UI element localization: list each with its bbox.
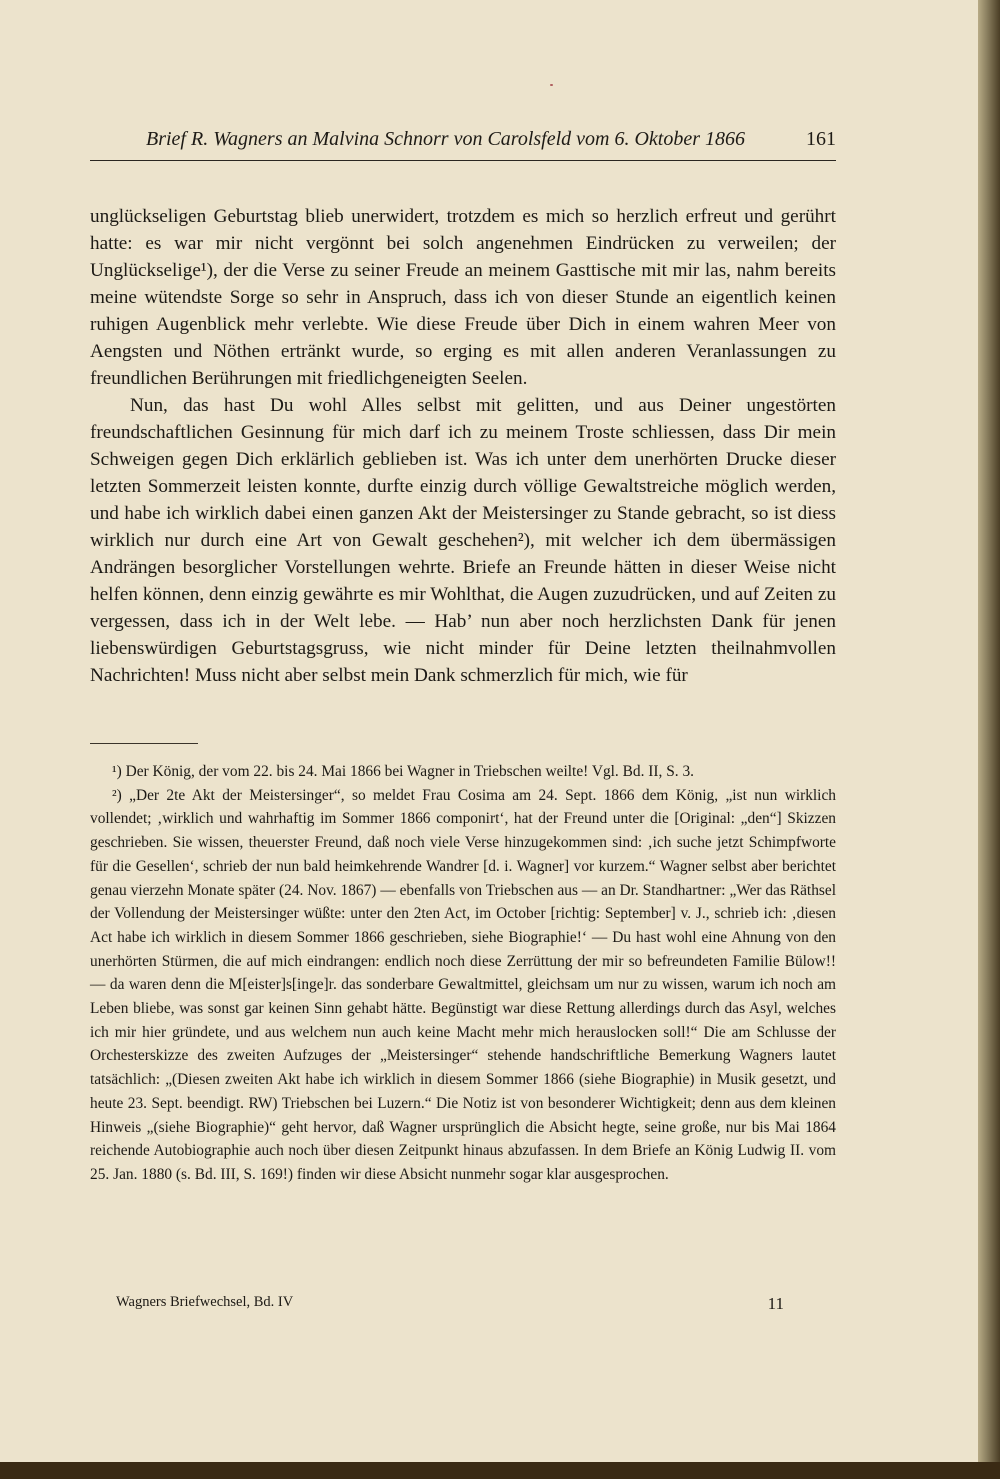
letter-body — [90, 203, 836, 689]
header-rule — [90, 160, 836, 161]
page-edge — [978, 0, 1000, 1479]
running-head-title: Brief R. Wagners an Malvina Schnorr von Carolsfeld vom 6. Oktober 1866 — [146, 128, 746, 150]
footnotes — [90, 760, 836, 1187]
body-paragraph: Nun, das hast Du wohl Alles selbst mit gelitten, und aus Deiner ungestörten freundschaftlichen Gesinnung für mich darf ich zu meinem Troste schliessen, dass Dir mein Schweigen gegen Dich erklärlich geblieben ist. Was ich unter dem unerhörten Drucke dieser letzten Sommerzeit leisten konnte, durfte einzig durch völlige Gewaltstreiche möglich werden, und habe ich wirklich dabei einen ganzen Akt der Meistersinger zu Stande gebracht, so ist diess wirklich nur durch eine Art von Gewalt geschehen²), mit welcher ich dem übermässigen Andrängen besorglicher Vorstellungen wehrte. Briefe an Freunde hätten in dieser Weise nicht helfen können, denn einzig gewährte es mir Wohlthat, die Augen zuzudrücken, und auf Zeiten zu vergessen, dass ich in der Welt lebe. — Hab’ nun aber noch herzlichsten Dank für jenen liebenswürdigen Geburtstagsgruss, wie nicht minder für Deine letzten theilnahmvollen Nachrichten! Muss nicht aber selbst mein Dank schmerzlich für mich, wie für — [90, 395, 836, 686]
footer-source: Wagners Briefwechsel, Bd. IV — [116, 1294, 294, 1310]
ink-speck — [550, 84, 553, 86]
running-head — [90, 128, 836, 151]
bottom-edge — [0, 1462, 1000, 1479]
footnote: ¹) Der König, der vom 22. bis 24. Mai 1866 bei Wagner in Triebschen weilte! Vgl. Bd. II, S. 3. — [112, 763, 695, 780]
body-paragraph: unglückseligen Geburtstag blieb unerwidert, trotzdem es mich so herzlich erfreut und gerührt hatte: es war mir nicht vergönnt bei solch angenehmen Eindrücken zu verweilen; der Unglückselige¹), der die Verse zu seiner Freude an meinem Gasttische mit mir las, nahm bereits meine wütendste Sorge so sehr in Anspruch, dass ich von dieser Stunde an eigentlich keinen ruhigen Augenblick mehr verlebte. Wie diese Freude über Dich in einem wahren Meer von Aengsten und Nöthen ertränkt wurde, so erging es mit allen anderen Veranlassungen zu freundlichen Berührungen mit friedlichgeneigten Seelen. — [90, 206, 836, 389]
page-number: 161 — [806, 128, 836, 150]
footnote: ²) „Der 2te Akt der Meistersinger“, so meldet Frau Cosima am 24. Sept. 1866 dem König, „ist nun wirklich vollendet; ‚wirklich und wahrhaftig im Sommer 1866 componirt‘, hat der Freund unter die [Original: „den“] Skizzen geschrieben. Sie wissen, theuerster Freund, daß noch viele Verse hinzugekommen sind: ‚ich suche jetzt Schimpfworte für die Gesellen‘, schrieb der nun bald heimkehrende Wandrer [d. i. Wagner] vor kurzem.“ Wagner selbst aber berichtet genau vierzehn Monate später (24. Nov. 1867) — ebenfalls von Triebschen aus — an Dr. Standhartner: „Wer das Räthsel der Vollendung der Meistersinger wüßte: unter den 2ten Act, im October [richtig: September] v. J., schrieb ich: ‚diesen Act habe ich wirklich in diesem Sommer 1866 geschrieben, siehe Biographie!‘ — Du hast wohl eine Ahnung von den unerhörten Stürmen, die auf mich eindrangen: endlich noch diese Zerrüttung der mir so befreundeten Familie Bülow!! — da waren denn die M[eister]s[inge]r. das sonderbare Gewaltmittel, gleichsam um nur zu wissen, warum ich noch am Leben bliebe, was sonst gar keinen Sinn gehabt hätte. Begünstigt war diese Rettung allerdings durch das Asyl, welches ich mir hier gründete, und aus welchem nun auch keine Macht mehr mich herauslocken soll!“ Die am Schlusse der Orchesterskizze des zweiten Aufzuges der „Meistersinger“ stehende handschriftliche Bemerkung Wagners lautet tatsächlich: „(Diesen zweiten Akt habe ich wirklich in diesem Sommer 1866 (siehe Biographie) in Musik gesetzt, und heute 23. Sept. beendigt. RW) Triebschen bei Luzern.“ Die Notiz ist von besonderer Wichtigkeit; denn aus dem kleinen Hinweis „(siehe Biographie)“ geht hervor, daß Wagner ursprünglich die Absicht hegte, seine große, nur bis Mai 1864 reichende Autobiographie auch noch über diesen Zeitpunkt hinaus abzufassen. In dem Briefe an König Ludwig II. vom 25. Jan. 1880 (s. Bd. III, S. 169!) finden wir diese Absicht nunmehr sogar klar ausgesprochen. — [90, 786, 836, 1183]
signature-mark: 11 — [767, 1294, 784, 1313]
footnote-rule — [90, 743, 198, 744]
page-footer — [116, 1294, 784, 1314]
